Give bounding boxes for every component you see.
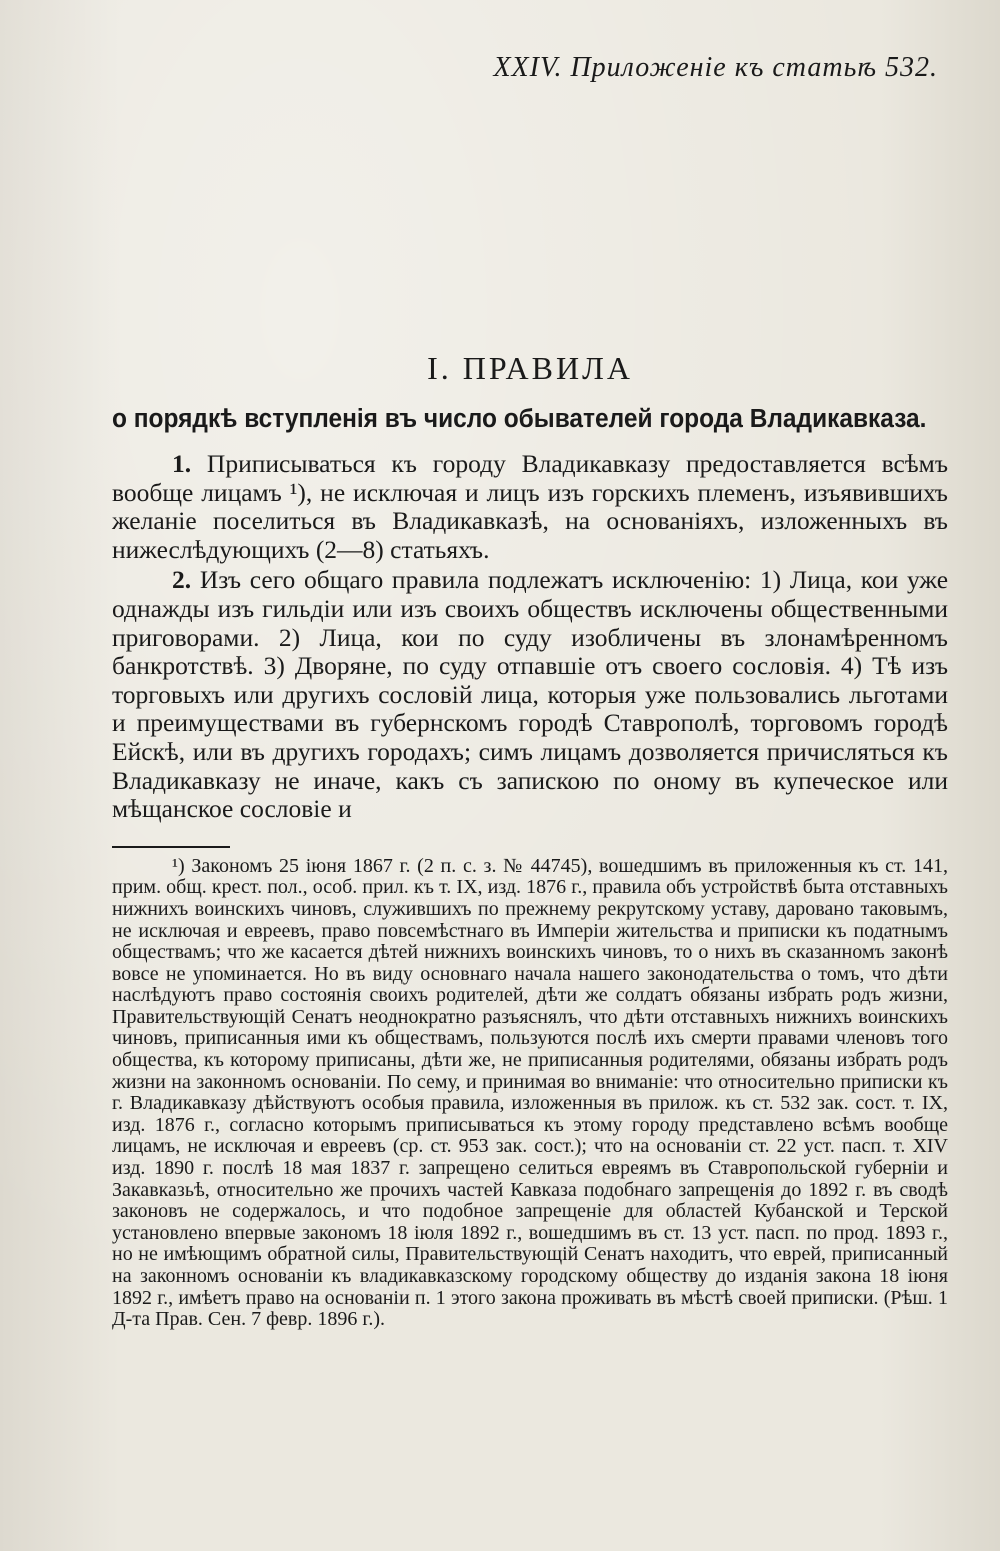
- article-number: 2.: [172, 565, 192, 595]
- article-text: Изъ сего общаго правила подлежатъ исключенію: 1) Лица, кои уже однажды изъ гильдіи или изъ своихъ обществъ исключены общественными приговорами. 2) Лица, кои по суду изобличены въ злонамѣренномъ банкротствѣ. 3) Дворяне, по суду отпавшіе отъ своего сословія. 4) Тѣ изъ торговыхъ или другихъ сословій лица, которыя уже пользовались льготами и преимуществами въ губернскомъ городѣ Ставрополѣ, торговомъ городѣ Ейскѣ, или въ другихъ городахъ; симъ лицамъ дозволяется причисляться къ Владикавказу не иначе, какъ съ запискою по оному въ купеческое или мѣщанское сословіе и: [112, 565, 949, 824]
- footnote-mark: ¹): [172, 854, 185, 877]
- footnote: [112, 856, 948, 1331]
- section-subtitle: о порядкѣ вступленія въ число обывателей города Владикавказа.: [112, 405, 927, 433]
- article-2: [112, 566, 948, 823]
- article-text: Приписываться къ городу Владикавказу предоставляется всѣмъ вообще лицамъ ¹), не исключая и лицъ изъ горскихъ племенъ, изъявившихъ желаніе поселиться въ Владикавказѣ, на основаніяхъ, изложенныхъ въ нижеслѣдующихъ (2—8) статьяхъ.: [112, 449, 949, 564]
- article-number: 1.: [172, 449, 192, 478]
- article-1: [112, 450, 948, 564]
- section-title: I. ПРАВИЛА: [427, 350, 633, 386]
- footnote-divider: [112, 846, 230, 848]
- running-head: XXIV. Приложеніе къ статьѣ 532.: [493, 52, 938, 83]
- footnote-text: Закономъ 25 іюня 1867 г. (2 п. с. з. № 44745), вошедшимъ въ приложенныя къ ст. 141, прим. общ. крест. пол., особ. прил. къ т. IX, изд. 1876 г., правила объ устройствѣ быта отставныхъ нижнихъ воинскихъ чиновъ, служившихъ по прежнему рекрутскому уставу, даровано таковымъ, не исключая и евреевъ, право повсемѣстнаго въ Имперіи жительства и приписки къ податнымъ обществамъ; что же касается дѣтей нижнихъ воинскихъ чиновъ, то о нихъ въ сказанномъ законѣ вовсе не упоминается. Но въ виду основнаго начала нашего законодательства о томъ, что дѣти наслѣдуютъ право состоянія своихъ родителей, дѣти же солдатъ обязаны избрать родъ жизни, Правительствующій Сенатъ неоднократно разъяснялъ, что дѣти отставныхъ нижнихъ воинскихъ чиновъ, приписанныя ими къ обществамъ, пользуются послѣ ихъ смерти правами членовъ того общества, къ которому приписаны, дѣти же, не приписанныя родителями, обязаны избрать родъ жизни на законномъ основаніи. По сему, и принимая во вниманіе: что относительно приписки къ г. Владикавказу дѣйствуютъ особыя правила, изложенныя въ прилож. къ ст. 532 зак. сост. т. IX, изд. 1876 г., согласно которымъ приписываться къ этому городу представлено всѣмъ вообще лицамъ, не исключая и евреевъ (ср. ст. 953 зак. сост.); что на основаніи ст. 22 уст. пасп. т. XIV изд. 1890 г. послѣ 18 мая 1837 г. запрещено селиться евреямъ въ Ставропольской губерніи и Закавказьѣ, относительно же прочихъ частей Кавказа подобнаго запрещенія до 1892 г. въ сводѣ законовъ не содержалось, и что подобное запрещеніе для областей Кубанской и Терской установлено впервые закономъ 18 іюля 1892 г., вошедшимъ въ ст. 13 уст. пасп. по прод. 1893 г., но не имѣющимъ обратной силы, Правительствующій Сенатъ находитъ, что еврей, приписанный на законномъ основаніи къ владикавказскому городскому обществу до изданія закона 18 іюня 1892 г., имѣетъ право на основаніи п. 1 этого закона проживать въ мѣстѣ своей приписки. (Рѣш. 1 Д-та Прав. Сен. 7 февр. 1896 г.).: [112, 854, 948, 1331]
